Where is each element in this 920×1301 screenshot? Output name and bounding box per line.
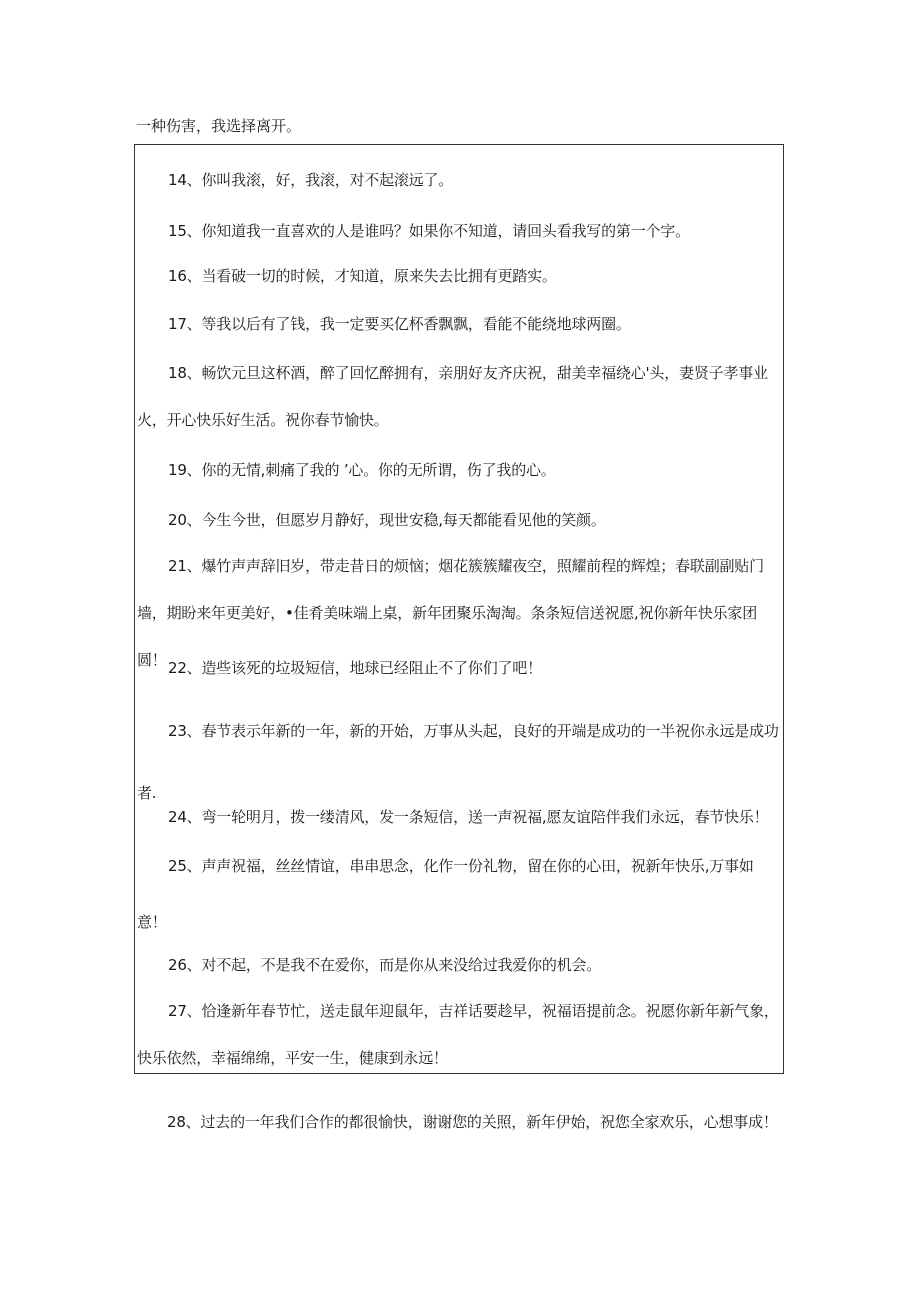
trailing-paragraph: 28、过去的一年我们合作的都很愉快，谢谢您的关照，新年伊始，祝您全家欢乐，心想事成！ — [167, 1113, 778, 1131]
list-item: 25、声声祝福，丝丝情谊，串串思念，化作一份礼物，留在你的心田，祝新年快乐,万事如意！ — [137, 857, 754, 931]
list-item: 16、当看破一切的时候，才知道，原来失去比拥有更踏实。 — [168, 267, 557, 285]
list-item: 19、你的无情,刺痛了我的 ’心。你的无所谓，伤了我的心。 — [168, 461, 556, 479]
list-item: 18、畅饮元旦这杯酒，醉了回忆醉拥有，亲朋好友齐庆祝，甜美幸福绕心'头，妻贤子孝事业火，开心快乐好生活。祝你春节愉快。 — [137, 364, 768, 429]
list-item: 22、造些该死的垃圾短信，地球已经阻止不了你们了吧！ — [168, 659, 542, 677]
list-item: 26、对不起，不是我不在爱你，而是你从来没给过我爱你的机会。 — [168, 956, 602, 974]
message-list-box — [134, 144, 784, 1074]
list-item: 17、等我以后有了钱，我一定要买亿杯香飘飘，看能不能绕地球两圈。 — [168, 315, 631, 333]
list-item: 15、你知道我一直喜欢的人是谁吗？如果你不知道，请回头看我写的第一个字。 — [168, 222, 690, 240]
list-item: 24、弯一轮明月，拨一缕清风，发一条短信，送一声祝福,愿友谊陪伴我们永远，春节快乐！ — [168, 808, 769, 826]
list-item: 23、春节表示年新的一年，新的开始，万事从头起，良好的开端是成功的一半祝你永远是成功者. — [137, 722, 779, 802]
list-item: 14、你叫我滚，好，我滚，对不起滚远了。 — [168, 171, 454, 189]
list-item: 27、恰逢新年春节忙，送走鼠年迎鼠年，吉祥话要趁早，祝福语提前念。祝愿你新年新气象，快乐依然，幸福绵绵，平安一生，健康到永远！ — [137, 1002, 779, 1067]
lead-text: 一种伤害，我选择离开。 — [136, 117, 302, 135]
list-item: 20、今生今世，但愿岁月静好，现世安稳,每天都能看见他的笑颜。 — [168, 511, 606, 529]
list-item: 21、爆竹声声辞旧岁，带走昔日的烦恼；烟花簇簇耀夜空，照耀前程的辉煌；春联副副贴门墙，期盼来年更美好，•佳肴美味端上桌，新年团聚乐淘淘。条条短信送祝愿,祝你新年快乐家团圆！ — [137, 557, 764, 669]
